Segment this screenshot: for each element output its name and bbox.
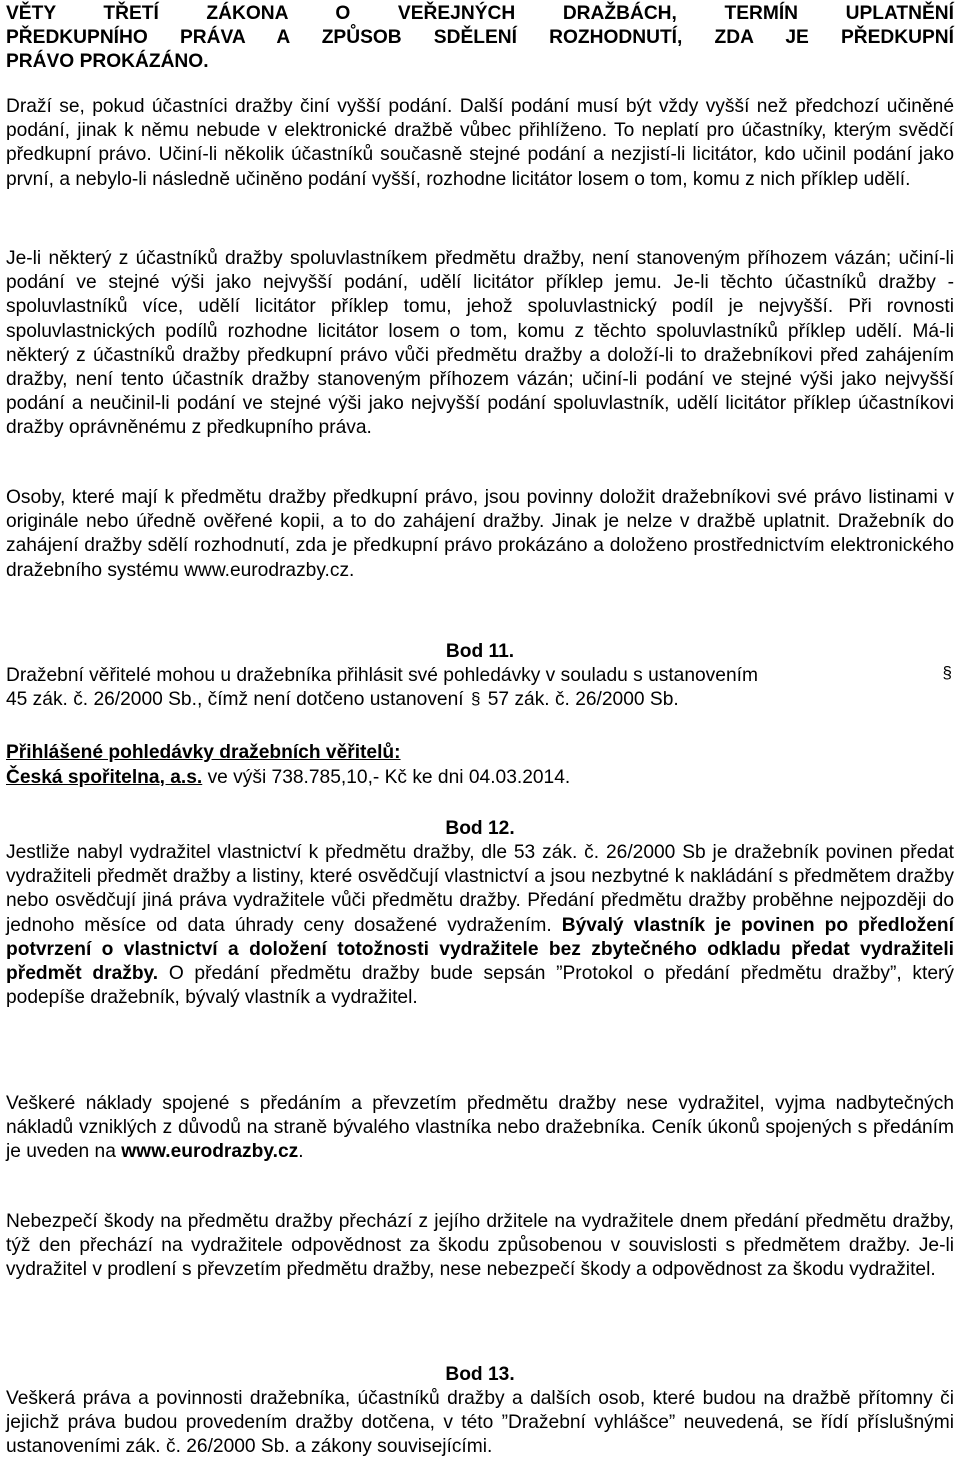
creditor-name: Česká spořitelna, a.s. (6, 767, 203, 788)
bod-11-line-2b: 57 zák. č. 26/2000 Sb. (487, 689, 679, 711)
section-sign-icon: § (470, 689, 481, 709)
bod-11-line-1 (6, 664, 954, 688)
bod-11-line-2 (6, 688, 954, 712)
section-sign-icon: § (942, 663, 952, 682)
paragraph-bidding-rules: Draží se, pokud účastníci dražby činí vyšší podání. Další podání musí být vždy vyšší než předchozí učiněné podání, jinak k němu nebude v elektronické dražbě vůbec přihlíženo. To neplatí pro účastníky, kterým svědčí předkupní právo. Učiní-li několik účastníků současně stejné podání a nezjistí-li licitátor, kdo učinil podání jako první, a nebylo-li následně učiněno podání vyšší, rozhodne licitátor losem o tom, komu z nich příklep udělí. (6, 96, 954, 190)
bod-12-text-c: O předání předmětu dražby bude sepsán ”Protokol o předání předmětu dražby”, který podepíše dražebník, bývalý vlastník a vydražitel. (6, 963, 954, 1009)
heading-line-1: VĚTY TŘETÍ ZÁKONA O VEŘEJNÝCH DRAŽBÁCH, TERMÍN UPLATNĚNÍ (6, 3, 954, 24)
bod-12-paragraph-costs (6, 1092, 954, 1165)
bod-13-title: Bod 13. (445, 1364, 515, 1385)
bod-11-line-2a: 45 zák. č. 26/2000 Sb., čímž není dotčeno ustanovení (6, 689, 464, 711)
claim-line (6, 766, 954, 790)
bod-12-text-bold: Bývalý vlastník je povinen po předložení potvrzení o vlastnictví a doložení totožnosti vydražitele bez zbytečného odkladu předat vydražiteli předmět dražby. (6, 914, 954, 985)
claim-amount: ve výši 738.785,10,- Kč ke dni 04.03.2014. (202, 767, 571, 788)
heading-line-2: PŘEDKUPNÍHO PRÁVA A ZPŮSOB SDĚLENÍ ROZHODNUTÍ, ZDA JE PŘEDKUPNÍ (6, 27, 954, 49)
heading-line-3: PRÁVO PROKÁZÁNO. (6, 51, 209, 73)
section-heading (6, 2, 954, 75)
bod-13-paragraph: Veškerá práva a povinnosti dražebníka, účastníků dražby a dalších osob, které budou na dražbě přítomny či jejichž práva budou provedením dražby dotčena, v této ”Dražební vyhlášce” neuvedená, se řídí příslušnými ustanoveními zák. č. 26/2000 Sb. a zákony souvisejícími. (6, 1388, 954, 1458)
bod-11-title: Bod 11. (445, 641, 515, 662)
bod-12-costs-end: . (298, 1141, 304, 1163)
paragraph-coowner-rules: Je-li některý z účastníků dražby spoluvlastníkem předmětu dražby, není stanoveným příhozem vázán; učiní-li podání ve stejné výši jako nejvyšší podání, udělí licitátor příklep jemu. Je-li těchto účastníků dražby - spoluvlastníků více, udělí licitátor příklep tomu, jehož spoluvlastnický podíl je nejvyšší. Při rovnosti spoluvlastnických podílů rozhodne licitátor losem o tom, komu z těchto spoluvlastníků příklep udělí. Má-li některý z účastníků dražby předkupní právo vůči předmětu dražby a doloží-li to dražebníkovi před zahájením dražby, není tento účastník dražby stanoveným příhozem vázán; učiní-li podání ve stejné výši jako nejvyšší podání a neučinil-li podání ve stejné výši jako nejvyšší podání spoluvlastník, udělí licitátor příklep účastníkovi dražby oprávněnému z předkupního práva. (6, 248, 954, 439)
bod-12-text-a: Jestliže nabyl vydražitel vlastnictví k předmětu dražby, dle 53 zák. č. 26/2000 Sb je dražebník povinen předat vydražiteli předmět dražby a listiny, které osvědčují vlastnictví a jsou nezbytné k nakládání s předmětem dražby nebo osvědčují jiná práva vydražitele vůči předmětu dražby. Předání předmětu dražby proběhne nejpozději do jednoho měsíce od data úhrady ceny dosažené vydražením. (6, 842, 954, 936)
eurodrazby-link[interactable]: www.eurodrazby.cz (121, 1141, 299, 1163)
bod-12-paragraph-risk: Nebezpečí škody na předmětu dražby přechází z jejího držitele na vydražitele dnem předání předmětu dražby, týž den přechází na vydražitele odpovědnost za škodu způsobenou v souvislosti s předmětem dražby. Je-li vydražitel v prodlení s převzetím předmětu dražby, nese nebezpečí škody a odpovědnost za škodu vydražitel. (6, 1211, 954, 1281)
claims-heading: Přihlášené pohledávky dražebních věřitelů: (6, 742, 401, 763)
bod-12-paragraph-handover (6, 841, 954, 1010)
bod-12-costs-text: Veškeré náklady spojené s předáním a převzetím předmětu dražby nese vydražitel, vyjma nadbytečných nákladů vzniklých z důvodů na straně bývalého vlastníka nebo dražebníka. Ceník úkonů spojených s předáním je uveden na (6, 1093, 954, 1163)
bod-12-title: Bod 12. (445, 818, 515, 839)
paragraph-preemption-rights: Osoby, které mají k předmětu dražby předkupní právo, jsou povinny doložit dražebníkovi své právo listinami v originále nebo úředně ověřené kopii, a to do zahájení dražby. Jinak je nelze v dražbě uplatnit. Dražebník do zahájení dražby sdělí rozhodnutí, zda je předkupní právo prokázáno a doloženo prostřednictvím elektronického dražebního systému www.eurodrazby.cz. (6, 487, 954, 581)
bod-11-line-1-text: Dražební věřitelé mohou u dražebníka přihlásit své pohledávky v souladu s ustanovením (6, 665, 758, 686)
bod-11-paragraph (6, 664, 954, 712)
